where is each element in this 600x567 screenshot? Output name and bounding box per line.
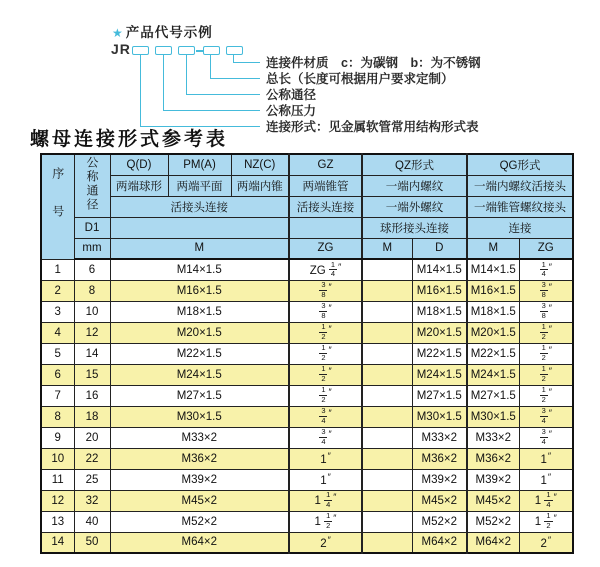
table-row: [41, 448, 573, 469]
header-qg-sub-zg: ZG: [519, 238, 573, 259]
header-seq: 序号: [41, 154, 74, 259]
cell-qg_m: M14×1.5: [467, 259, 519, 280]
cell-m: M14×1.5: [110, 259, 289, 280]
cell-qz_m: [362, 322, 412, 343]
cell-qg_zg: 1″: [519, 469, 573, 490]
cell-seq: 14: [41, 532, 74, 553]
cell-qz_d: M64×2: [412, 532, 467, 553]
table-row: [41, 469, 573, 490]
cell-seq: 5: [41, 343, 74, 364]
table-title: 螺母连接形式参考表: [30, 129, 229, 150]
cell-m: M27×1.5: [110, 385, 289, 406]
cell-seq: 7: [41, 385, 74, 406]
cell-gz: $\frac{1}{2}$ ″: [289, 385, 362, 406]
cell-qg_zg: $\frac{3}{8}$ ″: [519, 301, 573, 322]
cell-qg_zg: 1 $\frac{1}{2}$ ″: [519, 511, 573, 532]
header-d1: D1: [74, 217, 110, 238]
cell-qg_m: M18×1.5: [467, 301, 519, 322]
cell-dn: 15: [74, 364, 110, 385]
cell-seq: 11: [41, 469, 74, 490]
header-pm-code: PM(A): [168, 154, 231, 175]
cell-m: M20×1.5: [110, 322, 289, 343]
header-qz-sub-d: D: [412, 238, 467, 259]
cell-seq: 9: [41, 427, 74, 448]
cell-qz_m: [362, 364, 412, 385]
cell-gz: $\frac{3}{4}$ ″: [289, 406, 362, 427]
cell-qg_zg: $\frac{1}{2}$ ″: [519, 364, 573, 385]
code-dash: [196, 50, 203, 52]
header-q-code: Q(D): [110, 154, 168, 175]
diagram-heading: [112, 21, 213, 41]
cell-seq: 8: [41, 406, 74, 427]
header-dn: 公称通径: [74, 154, 110, 217]
cell-dn: 10: [74, 301, 110, 322]
cell-qz_d: M16×1.5: [412, 280, 467, 301]
cell-qz_m: [362, 469, 412, 490]
cell-gz: 1 $\frac{1}{4}$ ″: [289, 490, 362, 511]
header-m-label: M: [110, 238, 289, 259]
header-qg-row2: 一端内螺纹活接头: [467, 175, 573, 196]
cell-seq: 1: [41, 259, 74, 280]
cell-qz_m: [362, 343, 412, 364]
cell-m: M16×1.5: [110, 280, 289, 301]
cell-m: M22×1.5: [110, 343, 289, 364]
cell-qg_m: M52×2: [467, 511, 519, 532]
cell-dn: 50: [74, 532, 110, 553]
code-label-connection: 连接形式：见金属软管常用结构形式表: [266, 120, 479, 134]
cell-m: M45×2: [110, 490, 289, 511]
cell-qg_m: M20×1.5: [467, 322, 519, 343]
cell-qz_m: [362, 427, 412, 448]
cell-gz: $\frac{3}{8}$ ″: [289, 280, 362, 301]
table-row: [41, 322, 573, 343]
cell-qz_d: M45×2: [412, 490, 467, 511]
header-pm-desc: 两端平面: [168, 175, 231, 196]
cell-gz: 1″: [289, 469, 362, 490]
cell-gz: $\frac{1}{2}$ ″: [289, 343, 362, 364]
header-gz-connect: 活接头连接: [289, 196, 362, 217]
cell-qz_d: M18×1.5: [412, 301, 467, 322]
cell-m: M39×2: [110, 469, 289, 490]
cell-qg_zg: $\frac{1}{2}$ ″: [519, 385, 573, 406]
header-nz-desc: 两端内锥: [231, 175, 289, 196]
cell-gz: $\frac{1}{2}$ ″: [289, 364, 362, 385]
table-body: [41, 259, 573, 553]
header-qz-code: QZ形式: [362, 154, 467, 175]
cell-gz: $\frac{1}{2}$ ″: [289, 322, 362, 343]
header-union-connect: 活接头连接: [110, 196, 289, 217]
cell-seq: 2: [41, 280, 74, 301]
table-row: [41, 406, 573, 427]
cell-qz_d: M14×1.5: [412, 259, 467, 280]
header-gz-code: GZ: [289, 154, 362, 175]
cell-gz: 2″: [289, 532, 362, 553]
leader-line-5: [140, 54, 260, 127]
cell-gz: $\frac{3}{8}$ ″: [289, 301, 362, 322]
table-row: [41, 280, 573, 301]
cell-qg_m: M30×1.5: [467, 406, 519, 427]
code-prefix: JR: [111, 41, 131, 57]
star-icon: ★: [112, 26, 124, 40]
cell-qg_zg: $\frac{1}{2}$ ″: [519, 322, 573, 343]
cell-m: M52×2: [110, 511, 289, 532]
header-qz-row2: 一端内螺纹: [362, 175, 467, 196]
table-row: [41, 385, 573, 406]
cell-dn: 20: [74, 427, 110, 448]
cell-dn: 40: [74, 511, 110, 532]
cell-qg_zg: 1 $\frac{1}{4}$ ″: [519, 490, 573, 511]
cell-qz_d: M30×1.5: [412, 406, 467, 427]
header-nz-code: NZ(C): [231, 154, 289, 175]
code-label-diameter: 公称通径: [266, 88, 317, 102]
cell-qg_m: M64×2: [467, 532, 519, 553]
header-qz-row4: 球形接头连接: [362, 217, 467, 238]
cell-dn: 25: [74, 469, 110, 490]
header-zg-label: ZG: [289, 238, 362, 259]
cell-qg_m: M22×1.5: [467, 343, 519, 364]
header-qg-row3: 一端锥管螺纹接头: [467, 196, 573, 217]
cell-qg_zg: 2″: [519, 532, 573, 553]
cell-qz_d: M33×2: [412, 427, 467, 448]
cell-qg_zg: $\frac{1}{4}$ ″: [519, 259, 573, 280]
header-qg-code: QG形式: [467, 154, 573, 175]
cell-dn: 18: [74, 406, 110, 427]
cell-qg_m: M27×1.5: [467, 385, 519, 406]
table-row: [41, 301, 573, 322]
cell-qz_m: [362, 259, 412, 280]
cell-seq: 4: [41, 322, 74, 343]
cell-qz_m: [362, 490, 412, 511]
cell-gz: $\frac{3}{4}$ ″: [289, 427, 362, 448]
cell-m: M36×2: [110, 448, 289, 469]
cell-qg_m: M39×2: [467, 469, 519, 490]
code-label-pressure: 公称压力: [266, 104, 317, 118]
table-header: [41, 154, 573, 259]
cell-seq: 12: [41, 490, 74, 511]
cell-m: M30×1.5: [110, 406, 289, 427]
diagram-heading-text: 产品代号示例: [125, 25, 213, 40]
header-qg-sub-m: M: [467, 238, 519, 259]
cell-qz_m: [362, 301, 412, 322]
cell-qg_zg: $\frac{3}{4}$ ″: [519, 427, 573, 448]
header-blank-gz: [289, 217, 362, 238]
header-qz-row3: 一端外螺纹: [362, 196, 467, 217]
cell-seq: 10: [41, 448, 74, 469]
cell-qg_m: M16×1.5: [467, 280, 519, 301]
cell-m: M24×1.5: [110, 364, 289, 385]
header-gz-desc: 两端锥管: [289, 175, 362, 196]
cell-dn: 22: [74, 448, 110, 469]
cell-m: M64×2: [110, 532, 289, 553]
cell-qz_m: [362, 406, 412, 427]
cell-dn: 32: [74, 490, 110, 511]
cell-qg_m: M36×2: [467, 448, 519, 469]
header-qz-sub-m: M: [362, 238, 412, 259]
cell-gz: 1 $\frac{1}{2}$ ″: [289, 511, 362, 532]
cell-qz_m: [362, 385, 412, 406]
cell-dn: 14: [74, 343, 110, 364]
table-row: [41, 532, 573, 553]
header-qg-row4: 连接: [467, 217, 573, 238]
header-q-desc: 两端球形: [110, 175, 168, 196]
table-row: [41, 259, 573, 280]
cell-qz_d: M52×2: [412, 511, 467, 532]
cell-qz_d: M22×1.5: [412, 343, 467, 364]
cell-dn: 12: [74, 322, 110, 343]
cell-qz_d: M24×1.5: [412, 364, 467, 385]
cell-qg_zg: $\frac{3}{8}$ ″: [519, 280, 573, 301]
reference-table: [40, 153, 574, 554]
cell-qz_m: [362, 280, 412, 301]
cell-qz_m: [362, 448, 412, 469]
cell-seq: 3: [41, 301, 74, 322]
cell-m: M18×1.5: [110, 301, 289, 322]
cell-qg_zg: $\frac{1}{2}$ ″: [519, 343, 573, 364]
cell-seq: 6: [41, 364, 74, 385]
cell-qg_zg: 1″: [519, 448, 573, 469]
cell-qg_m: M24×1.5: [467, 364, 519, 385]
table-row: [41, 511, 573, 532]
cell-qz_d: M20×1.5: [412, 322, 467, 343]
cell-qz_d: M36×2: [412, 448, 467, 469]
code-label-material: 连接件材质 c：为碳钢 b：为不锈钢: [266, 56, 481, 70]
header-mm: mm: [74, 238, 110, 259]
cell-qz_m: [362, 532, 412, 553]
cell-gz: ZG $\frac{1}{4}$ ″: [289, 259, 362, 280]
cell-qz_d: M39×2: [412, 469, 467, 490]
header-blank-m: [110, 217, 289, 238]
cell-qg_m: M33×2: [467, 427, 519, 448]
cell-seq: 13: [41, 511, 74, 532]
table-row: [41, 490, 573, 511]
cell-gz: 1″: [289, 448, 362, 469]
cell-dn: 16: [74, 385, 110, 406]
code-label-length: 总长（长度可根据用户要求定制）: [266, 72, 454, 86]
table-row: [41, 427, 573, 448]
cell-qz_d: M27×1.5: [412, 385, 467, 406]
table-row: [41, 343, 573, 364]
cell-qg_m: M45×2: [467, 490, 519, 511]
table-row: [41, 364, 573, 385]
cell-qg_zg: $\frac{3}{4}$ ″: [519, 406, 573, 427]
cell-qz_m: [362, 511, 412, 532]
cell-m: M33×2: [110, 427, 289, 448]
cell-dn: 6: [74, 259, 110, 280]
cell-dn: 8: [74, 280, 110, 301]
